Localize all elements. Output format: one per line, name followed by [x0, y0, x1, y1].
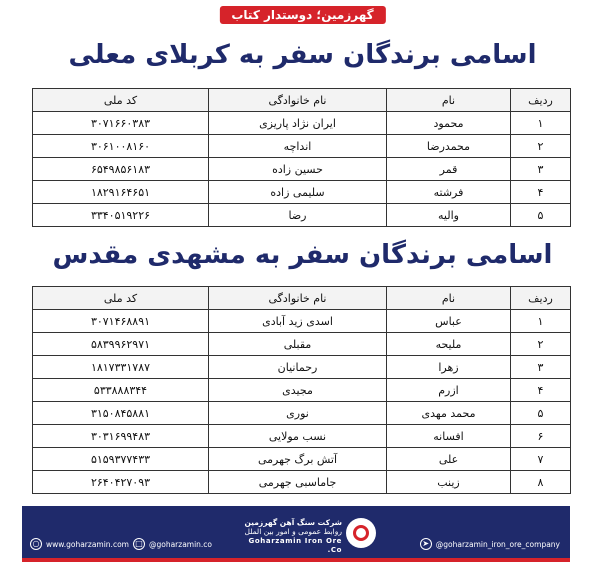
cell-radif: ۶ — [511, 425, 571, 448]
cell-radif: ۵ — [511, 204, 571, 227]
cell-radif: ۱ — [511, 112, 571, 135]
cell-radif: ۳ — [511, 356, 571, 379]
cell-name: والیه — [387, 204, 511, 227]
table-row — [33, 379, 571, 402]
cell-code: ۳۰۷۱۶۶۰۳۸۳ — [33, 112, 209, 135]
globe-icon: ○ — [30, 538, 42, 550]
cell-name: ازرم — [387, 379, 511, 402]
cell-code: ۵۱۵۹۳۷۷۴۳۳ — [33, 448, 209, 471]
table-row — [33, 333, 571, 356]
cell-radif: ۲ — [511, 333, 571, 356]
cell-radif: ۸ — [511, 471, 571, 494]
footer-banner — [22, 506, 570, 562]
table-row — [33, 448, 571, 471]
cell-family: رحمانیان — [209, 356, 387, 379]
cell-family: مجیدی — [209, 379, 387, 402]
company-logo — [346, 518, 376, 548]
header-code: کد ملی — [33, 287, 209, 310]
cell-radif: ۲ — [511, 135, 571, 158]
cell-family: مقبلی — [209, 333, 387, 356]
table-row — [33, 471, 571, 494]
cell-family: نوری — [209, 402, 387, 425]
title-karbala: اسامی برندگان سفر به کربلای معلی — [68, 40, 537, 70]
cell-name: علی — [387, 448, 511, 471]
table-row — [33, 135, 571, 158]
cell-family: آتش برگ جهرمی — [209, 448, 387, 471]
cell-name: محمد مهدی — [387, 402, 511, 425]
cell-family: ایران نژاد پاریزی — [209, 112, 387, 135]
cell-name: ملیحه — [387, 333, 511, 356]
cell-family: جاماسبی جهرمی — [209, 471, 387, 494]
cell-name: فرشته — [387, 181, 511, 204]
header-family: نام خانوادگی — [209, 287, 387, 310]
cell-code: ۳۳۴۰۵۱۹۲۲۶ — [33, 204, 209, 227]
company-name — [232, 518, 342, 554]
department-fa: روابط عمومی و امور بین الملل — [244, 527, 342, 537]
cell-radif: ۷ — [511, 448, 571, 471]
footer-stripe — [22, 558, 570, 562]
cell-name: محمدرضا — [387, 135, 511, 158]
table-row — [33, 181, 571, 204]
cell-name: زینب — [387, 471, 511, 494]
instagram-link[interactable]: @goharzamin.co — [148, 539, 213, 549]
header-family: نام خانوادگی — [209, 89, 387, 112]
cell-code: ۳۰۳۱۶۹۹۴۸۳ — [33, 425, 209, 448]
cell-radif: ۴ — [511, 379, 571, 402]
table-row — [33, 158, 571, 181]
footer-links — [30, 538, 212, 550]
table-body — [33, 112, 571, 227]
cell-radif: ۴ — [511, 181, 571, 204]
cell-name: قمر — [387, 158, 511, 181]
telegram-link[interactable]: @goharzamin_iron_ore_company — [435, 539, 560, 549]
telegram-icon: ➤ — [420, 538, 432, 550]
cell-family: نسب مولایی — [209, 425, 387, 448]
cell-family: حسین زاده — [209, 158, 387, 181]
cell-code: ۳۰۶۱۰۰۸۱۶۰ — [33, 135, 209, 158]
header-name: نام — [387, 89, 511, 112]
table-body — [33, 310, 571, 494]
cell-family: رضا — [209, 204, 387, 227]
cell-code: ۶۵۴۹۸۵۶۱۸۳ — [33, 158, 209, 181]
table-row — [33, 310, 571, 333]
table-row — [33, 112, 571, 135]
cell-name: افسانه — [387, 425, 511, 448]
company-name-fa: شرکت سنگ آهن گهرزمین — [244, 518, 342, 527]
table-header-row — [33, 89, 571, 112]
table-row — [33, 402, 571, 425]
cell-code: ۳۱۵۰۸۴۵۸۸۱ — [33, 402, 209, 425]
instagram-icon: □ — [133, 538, 145, 550]
title-mashhad: اسامی برندگان سفر به مشهدی مقدس — [52, 240, 553, 270]
footer-telegram — [420, 538, 560, 550]
cell-code: ۱۸۱۷۳۳۱۷۸۷ — [33, 356, 209, 379]
cell-family: اسدی زید آبادی — [209, 310, 387, 333]
cell-name: محمود — [387, 112, 511, 135]
cell-code: ۲۶۴۰۴۲۷۰۹۳ — [33, 471, 209, 494]
table-header-row — [33, 287, 571, 310]
cell-code: ۵۸۳۹۹۶۲۹۷۱ — [33, 333, 209, 356]
cell-name: زهرا — [387, 356, 511, 379]
cell-radif: ۱ — [511, 310, 571, 333]
cell-name: عباس — [387, 310, 511, 333]
cell-radif: ۳ — [511, 158, 571, 181]
website-link[interactable]: www.goharzamin.com — [46, 539, 129, 549]
table-row — [33, 204, 571, 227]
cell-family: انداچه — [209, 135, 387, 158]
table-mashhad — [32, 286, 571, 494]
company-name-en: Goharzamin Iron Ore .Co — [248, 536, 342, 554]
cell-code: ۳۰۷۱۴۶۸۸۹۱ — [33, 310, 209, 333]
table-row — [33, 356, 571, 379]
cell-family: سلیمی زاده — [209, 181, 387, 204]
cell-code: ۵۳۳۸۸۸۳۴۴ — [33, 379, 209, 402]
header-radif: ردیف — [511, 89, 571, 112]
tagline-banner: گهرزمین؛ دوستدار کتاب — [219, 6, 385, 24]
header-radif: ردیف — [511, 287, 571, 310]
header-name: نام — [387, 287, 511, 310]
cell-radif: ۵ — [511, 402, 571, 425]
cell-code: ۱۸۲۹۱۶۴۶۵۱ — [33, 181, 209, 204]
table-karbala — [32, 88, 571, 227]
table-row — [33, 425, 571, 448]
header-code: کد ملی — [33, 89, 209, 112]
